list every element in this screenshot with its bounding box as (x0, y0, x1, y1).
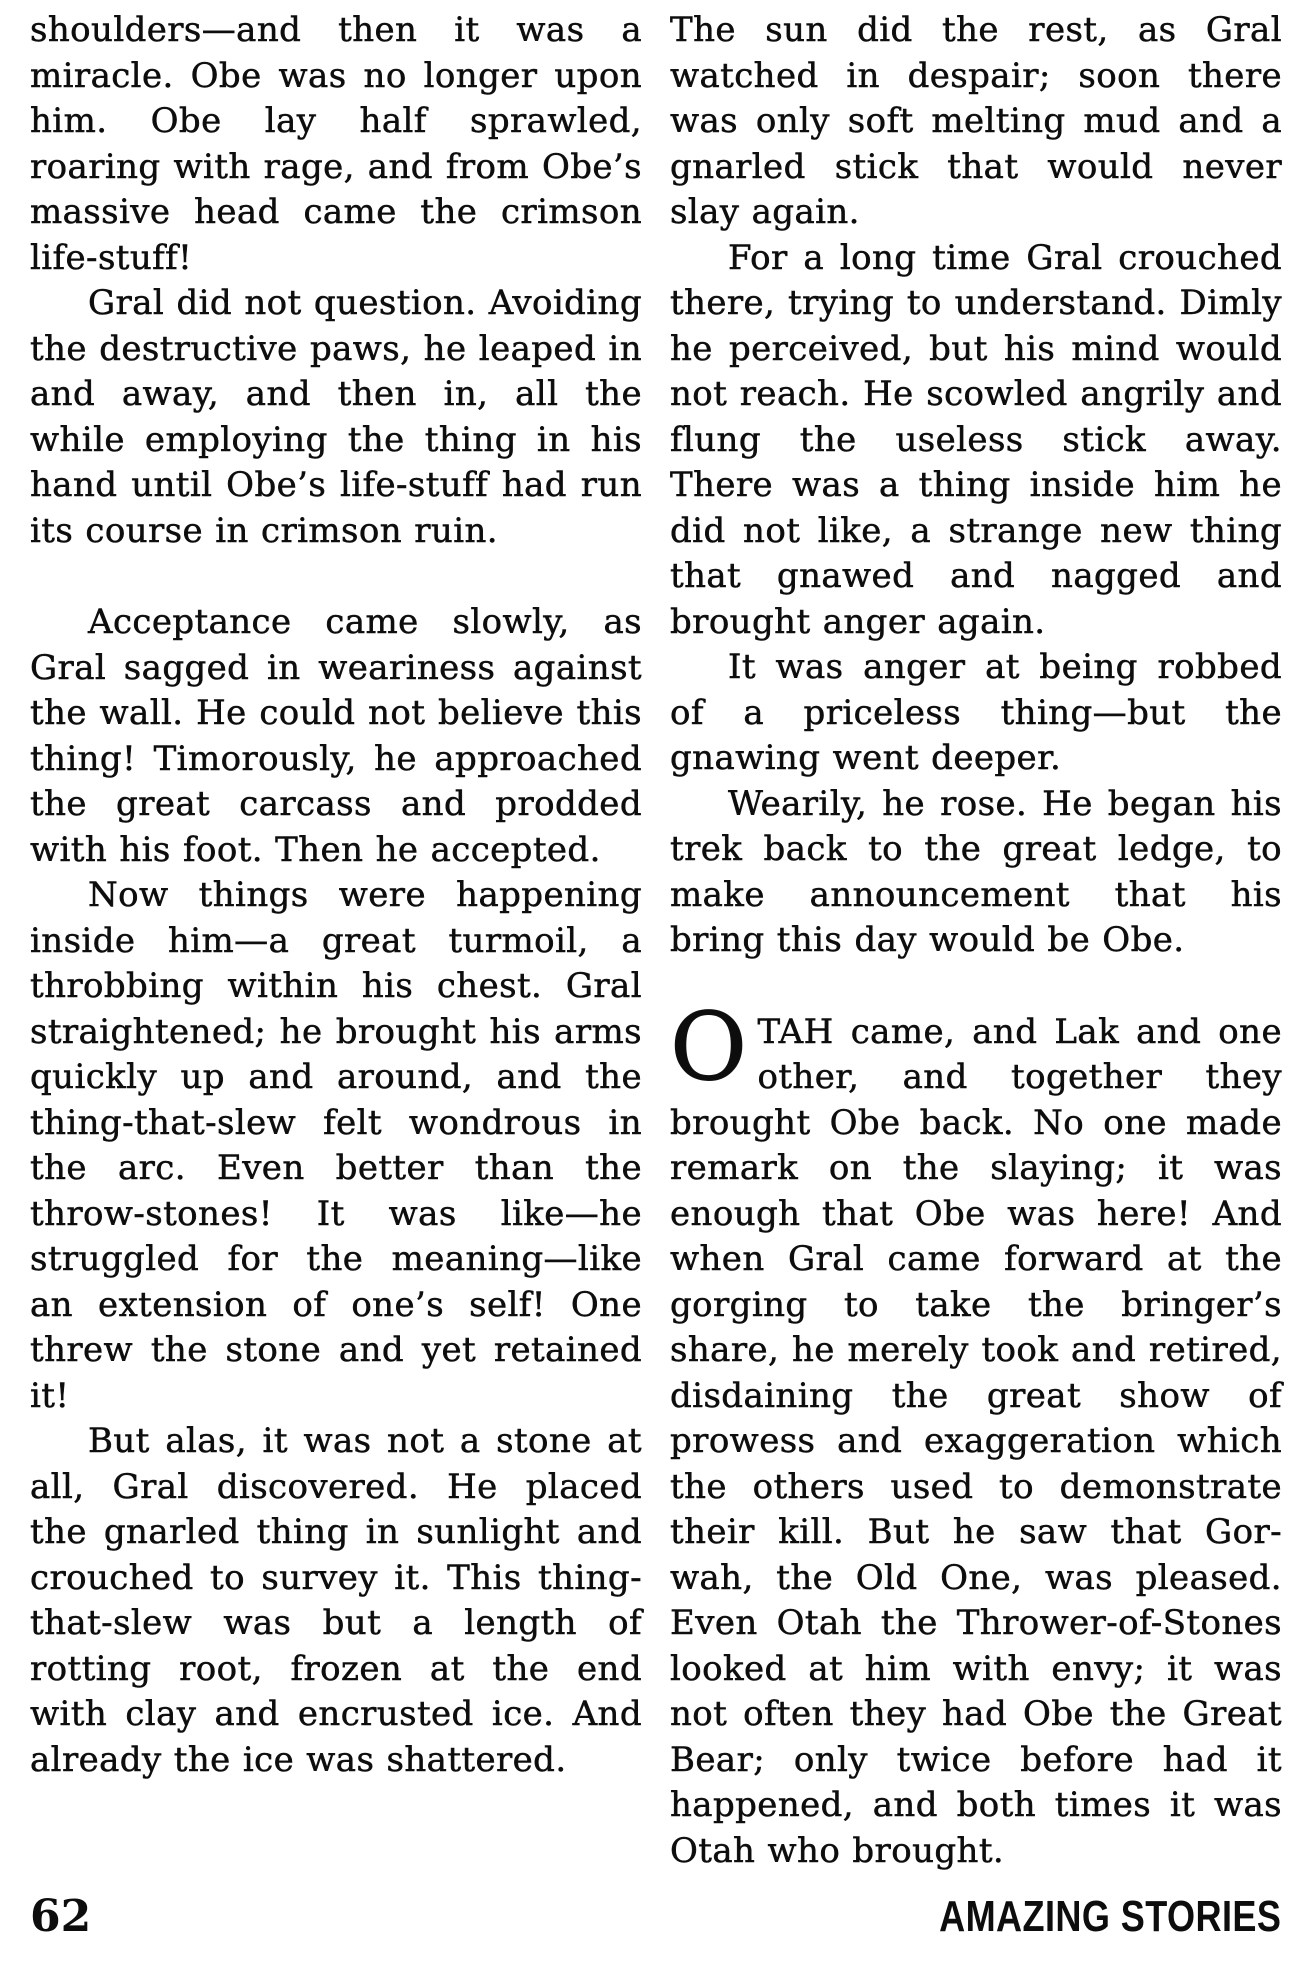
magazine-title: AMAZING STORIES (938, 1892, 1281, 1941)
page-footer (30, 1892, 1281, 1942)
story-paragraph: Now things were happening inside him—a great turmoil, a throbbing within his chest. Gral straightened; he brought his arms quickly up and around, and the thing-that-slew felt wondrous in the arc. Even better than the throw-stones! It was like—he struggled for the meaning—like an extension of one’s self! One threw the stone and yet retained it! (30, 875, 642, 1416)
left-column (30, 8, 642, 1874)
story-paragraph: Wearily, he rose. He began his trek back to the great ledge, to make announcement that his bring this day would be Obe. (670, 783, 1282, 960)
story-paragraph: shoulders—and then it was a miracle. Obe was no longer upon him. Obe lay half sprawled, roaring with rage, and from Obe’s massive head came the crimson life-stuff! (30, 10, 642, 278)
story-paragraph: Gral did not question. Avoiding the destructive paws, he leaped in and away, and then in, all the while employing the thing in his hand until Obe’s life-stuff had run its course in crimson ruin. (30, 283, 642, 551)
story-paragraph: Acceptance came slowly, as Gral sagged in weariness against the wall. He could not believe this thing! Timorously, he approached the great carcass and prodded with his foot. Then he accepted. (30, 602, 642, 870)
right-column (670, 8, 1282, 1874)
story-paragraph: The sun did the rest, as Gral watched in despair; soon there was only soft melting mud and a gnarled stick that would never slay again. (670, 10, 1282, 232)
drop-cap-letter: O (670, 992, 748, 1102)
story-paragraph: But alas, it was not a stone at all, Gral discovered. He placed the gnarled thing in sunlight and crouched to survey it. This thing-that-slew was but a length of rotting root, frozen at the end with clay and encrusted ice. And already the ice was shattered. (30, 1421, 642, 1780)
page-number: 62 (30, 1891, 92, 1942)
story-paragraph-text: TAH came, and Lak and one other, and together they brought Obe back. No one made remark on the slaying; it was enough that Obe was here! And when Gral came forward at the gorging to take the bringer’s share, he merely took and retired, disdaining the great show of prowess and exaggeration which the others used to demonstrate their kill. But he saw that Gor-wah, the Old One, was pleased. Even Otah the Thrower-of-Stones looked at him with envy; it was not often they had Obe the Great Bear; only twice before had it happened, and both times it was Otah who brought. (670, 1011, 1282, 1871)
story-paragraph: It was anger at being robbed of a priceless thing—but the gnawing went deeper. (670, 647, 1282, 778)
story-paragraph-dropcap (670, 992, 1282, 1875)
story-paragraph: For a long time Gral crouched there, trying to understand. Dimly he perceived, but his mind would not reach. He scowled angrily and flung the useless stick away. There was a thing inside him he did not like, a strange new thing that gnawed and nagged and brought anger again. (670, 237, 1282, 642)
